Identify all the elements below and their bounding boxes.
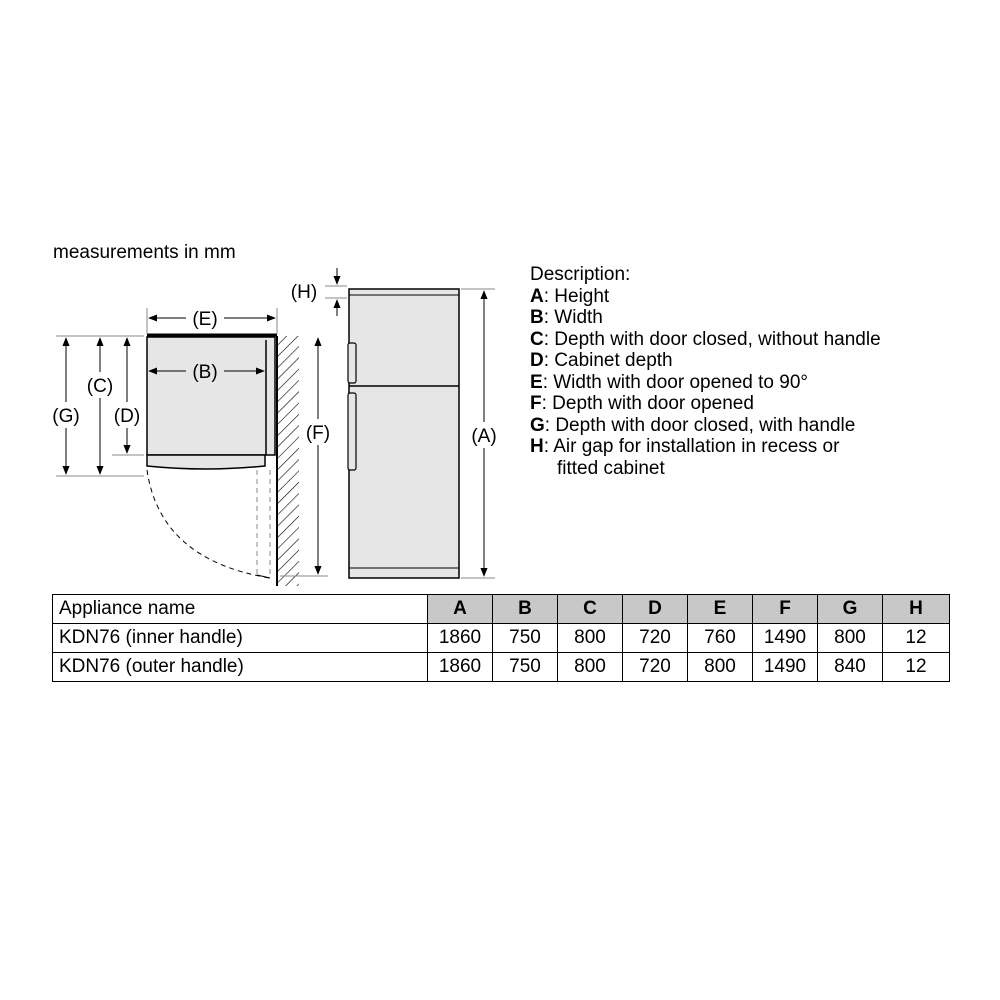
cell-a: 1860 <box>428 653 493 682</box>
cell-e: 760 <box>688 624 753 653</box>
cell-c: 800 <box>558 653 623 682</box>
cell-f: 1490 <box>753 624 818 653</box>
cell-h: 12 <box>883 624 950 653</box>
header-g: G <box>818 595 883 624</box>
door-closed <box>147 455 265 469</box>
header-c: C <box>558 595 623 624</box>
description-item-f: F: Depth with door opened <box>530 393 754 414</box>
lower-handle <box>348 393 356 470</box>
header-e: E <box>688 595 753 624</box>
cell-e: 800 <box>688 653 753 682</box>
cell-d: 720 <box>623 624 688 653</box>
cell-appliance-name: KDN76 (inner handle) <box>53 624 428 653</box>
description-item-h: H: Air gap for installation in recess or <box>530 436 840 457</box>
description-continuation: fitted cabinet <box>557 457 665 479</box>
door-swing-arc <box>147 470 270 578</box>
header-h: H <box>883 595 950 624</box>
header-a: A <box>428 595 493 624</box>
cell-b: 750 <box>493 624 558 653</box>
header-d: D <box>623 595 688 624</box>
label-F: (F) <box>305 423 331 444</box>
description-item-g: G: Depth with door closed, with handle <box>530 414 856 436</box>
cell-f: 1490 <box>753 653 818 682</box>
description-item-a: A: Height <box>530 285 610 307</box>
cell-b: 750 <box>493 653 558 682</box>
cell-a: 1860 <box>428 624 493 653</box>
header-f: F <box>753 595 818 624</box>
label-E: (E) <box>192 309 218 330</box>
label-H: (H) <box>290 282 318 303</box>
table-header-row <box>53 595 950 624</box>
cell-c: 800 <box>558 624 623 653</box>
label-A: (A) <box>471 426 497 447</box>
label-B: (B) <box>192 362 218 383</box>
description-title: Description: <box>530 264 631 285</box>
cabinet-top-view <box>147 337 275 455</box>
cell-g: 800 <box>818 624 883 653</box>
upper-handle <box>348 343 356 383</box>
label-G: (G) <box>52 406 80 427</box>
description-item-e: E: Width with door opened to 90° <box>530 371 809 393</box>
table-row <box>53 653 950 682</box>
top-view <box>50 305 335 586</box>
label-C: (C) <box>86 376 114 397</box>
cell-h: 12 <box>883 653 950 682</box>
door-open-bottom <box>257 575 270 578</box>
wall-hatch <box>277 336 299 586</box>
table-row <box>53 624 950 653</box>
fridge-body <box>349 289 459 578</box>
header-appliance-name: Appliance name <box>53 595 428 624</box>
label-D: (D) <box>113 406 141 427</box>
units-caption: measurements in mm <box>53 242 236 263</box>
cell-g: 840 <box>818 653 883 682</box>
cell-d: 720 <box>623 653 688 682</box>
description-item-b: B: Width <box>530 307 603 328</box>
description-item-d: D: Cabinet depth <box>530 350 673 371</box>
dimensions-table <box>52 594 950 682</box>
description-item-c: C: Depth with door closed, without handle <box>530 328 881 350</box>
header-b: B <box>493 595 558 624</box>
description-legend <box>530 264 881 479</box>
cell-appliance-name: KDN76 (outer handle) <box>53 653 428 682</box>
